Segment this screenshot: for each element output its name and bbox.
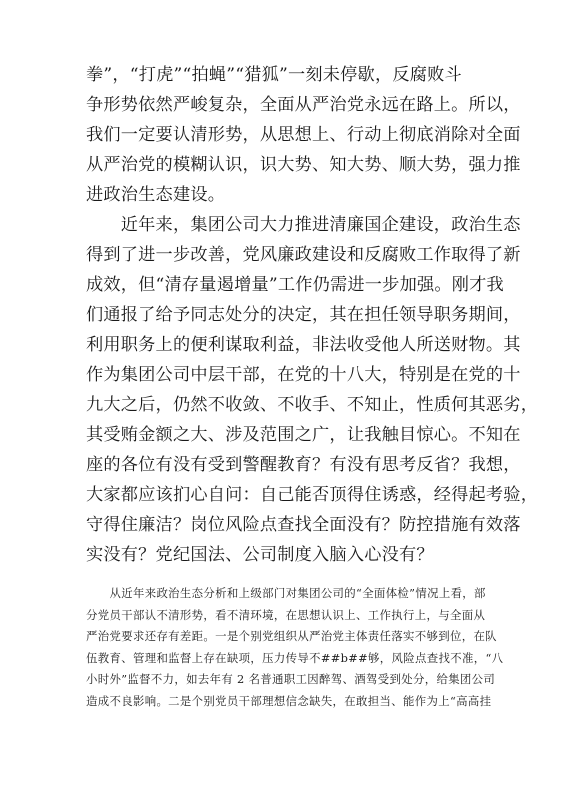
text-line: 我们一定要认清形势，从思想上、行动上彻底消除对全面 [86,125,521,145]
text-line: 进政治生态建设。 [86,185,226,205]
body-text-small [86,583,504,712]
text-line: 作为集团公司中层干部，在党的十八大，特别是在党的十 [86,365,521,385]
text-line: 近年来，集团公司大力推进清廉国企建设，政治生态 [86,215,521,235]
text-line: 成效，但“清存量遏增量”工作仍需进一步加强。刚才我 [86,275,504,295]
text-line: 伍教育、管理和监督上存在缺项，压力传导不##b##够，风险点查找不准，“八 [86,650,504,665]
text-line: 大家都应该扪心自问：自己能否顶得住诱惑，经得起考验， [86,485,539,505]
text-line: 从近年来政治生态分析和上级部门对集团公司的“全面体检”情况上看，部 [86,586,486,600]
text-line: 分党员干部认不清形势，看不清环境，在思想认识上、工作执行上，与全面从 [86,607,486,622]
text-line: 座的各位有没有受到警醒教育？有没有思考反省？我想， [86,455,521,475]
text-line: 其受贿金额之大、涉及范围之广，让我触目惊心。不知在 [86,425,521,445]
text-line: 造成不良影响。二是个别党员干部理想信念缺失，在敢担当、能作为上“高高挂 [86,693,492,708]
text-line: 九大之后，仍然不收敛、不收手、不知止，性质何其恶劣， [86,395,539,415]
text-line: 们通报了给予同志处分的决定，其在担任领导职务期间， [86,305,521,325]
body-text-large [86,60,539,570]
text-line: 严治党要求还存有差距。一是个别党组织从严治党主体责任落实不够到位，在队 [86,629,497,643]
text-line: 拳”，“打虎”“拍蝇”“猎狐”一刻未停歇，反腐败斗 [86,65,462,85]
text-line: 得到了进一步改善，党风廉政建设和反腐败工作取得了新 [86,245,521,265]
text-line: 利用职务上的便利谋取利益，非法收受他人所送财物。其 [86,335,521,355]
text-line: 从严治党的模糊认识，识大势、知大势、顺大势，强力推 [86,155,521,175]
text-line: 实没有？党纪国法、公司制度入脑入心没有？ [86,545,434,565]
text-line: 守得住廉洁？岗位风险点查找全面没有？防控措施有效落 [86,515,521,535]
text-line: 小时外”监督不力，如去年有 2 名普通职工因醉驾、酒驾受到处分，给集团公司 [86,672,496,686]
text-line: 争形势依然严峻复杂，全面从严治党永远在路上。所以， [86,95,521,115]
